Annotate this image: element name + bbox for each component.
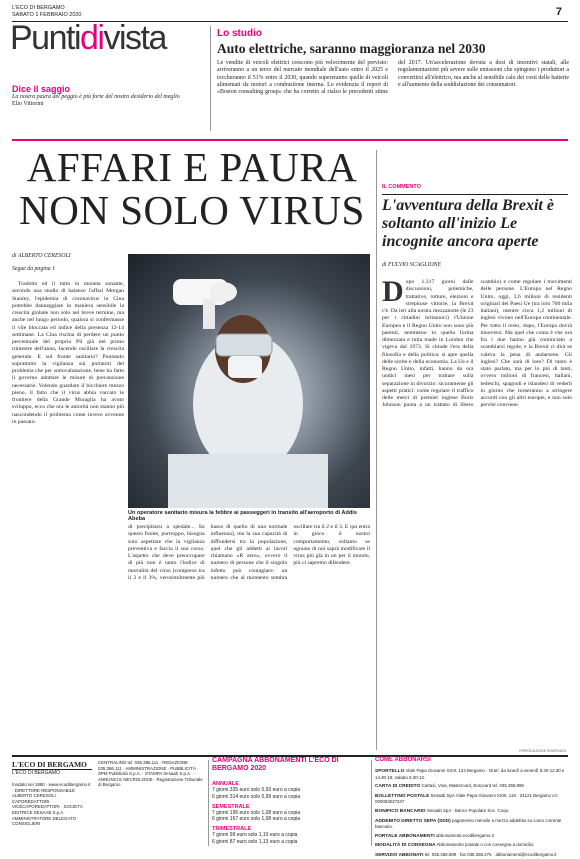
- footer-logo-sub: L'ECO DI BERGAMO: [12, 770, 60, 776]
- come-item-key: BOLLETTINO POSTALE: [375, 793, 430, 799]
- come-item-key: ADDEBITO DIRETTO SEPA (SDD): [375, 818, 451, 824]
- footer-logo: [12, 760, 92, 776]
- photo-caption: Un operatore sanitario misura la febbre ai passeggeri in transito all'aeroporto di Addis Abeba: [128, 510, 357, 522]
- come-item-value: Sesaab SpA Viale Papa Giovanni XXIII, 118 · 24121 Bergamo c/c 000003527247: [375, 792, 558, 805]
- campaign-box: [212, 757, 367, 846]
- campaign-trimestrale: TRIMESTRALE: [212, 826, 252, 833]
- photo-illustration-icon: [128, 254, 370, 508]
- come-item-value: pagamento mensile a mezzo addebito su conto corrente bancario.: [375, 817, 562, 830]
- commento-kicker: IL COMMENTO: [382, 184, 421, 190]
- come-item: [375, 833, 570, 840]
- footer-masthead: fondato nel 1880 · www.ecodibergamo.it · DIRETTORE RESPONSABILE ALBERTO CERESOLI · CAPOREDATTORI · VICECAPOREDATTORI · SOCIETÀ EDITRICE SESAAB S.p.A. · AMMINISTRATORE DELEGATO · CONSIGLIERI: [12, 782, 91, 827]
- commento-byline: di FULVIO SCAGLIONE: [382, 262, 442, 268]
- main-article-byline: di ALBERTO CERESOLI: [12, 253, 71, 259]
- main-article-title: [12, 146, 372, 232]
- come-items: [375, 768, 570, 859]
- come-item-key: MODALITÀ DI CONSEGNA: [375, 843, 436, 849]
- campaign-sem-7: 7 giorni 195 euro solo 1,08 euro a copia: [212, 809, 301, 816]
- commento-dropcap: D: [382, 275, 404, 308]
- campaign-annuale-6: 6 giorni 314 euro solo 0,99 euro a copia: [212, 793, 301, 800]
- campaign-trim-6: 6 giorni 87 euro solo 1,13 euro a copia: [212, 838, 298, 845]
- saggio-quote: La nostra paura del peggio è più forte del nostro desiderio del meglio: [12, 94, 180, 100]
- saggio-kicker: Dice il saggio: [12, 84, 71, 94]
- studio-divider: [210, 26, 211, 131]
- come-item: [375, 842, 570, 849]
- come-item: [375, 783, 570, 790]
- come-item-value: abbonamenti.ecodibergamo.it: [435, 832, 494, 838]
- footer-divider-2: [371, 760, 372, 846]
- campaign-trim-7: 7 giorni 99 euro solo 1,10 euro a copia: [212, 832, 298, 839]
- studio-kicker: Lo studio: [217, 28, 262, 39]
- campaign-title: CAMPAGNA ABBONAMENTI L'ECO DI BERGAMO 2020: [212, 757, 339, 772]
- title-line-2: NON SOLO VIRUS: [19, 187, 365, 233]
- paper-name: L'ECO DI BERGAMO: [12, 5, 65, 11]
- main-article-note: Segue da pagina 1: [12, 266, 55, 272]
- title-line-1: AFFARI E PAURA: [26, 144, 358, 190]
- come-item-key: CARTA DI CREDITO: [375, 784, 421, 790]
- come-item: [375, 793, 570, 805]
- come-item-value: Sesaab SpA · Banco Popolare Soc. Coop.: [426, 807, 510, 813]
- come-title: COME ABBONARSI: [375, 757, 431, 763]
- campaign-annuale-7: 7 giorni 335 euro solo 0,93 euro a copia: [212, 787, 301, 793]
- come-item-key: PORTALE ABBONAMENTI: [375, 833, 435, 839]
- footer-logo-name: L'ECO DI BERGAMO: [12, 760, 92, 770]
- come-item-value: Cartasì, Visa, Mastercard, Eurocard tel. 035.358.899: [421, 783, 524, 789]
- campaign-sem-6: 6 giorni 167 euro solo 1,08 euro a copia: [212, 816, 301, 823]
- main-article-col2: di precipitarsi a spedale... Su questo fronte, purtroppo, bisogna solo aspettare che la vigilanza preventiva e faccia il suo corso. L'aspetto che deve preoccupare di più non è tanto l'indice di mortalità del virus (compreso tra il 2 e il 3%, verosimilmente più basso di quello di una normale influenza), ma la sua capacità di diffondersi tra la popolazione, quel che gli addetti ai lavori chiamano «R zero», ovvero il numero di persone che il singolo infetto può contagiare: un numero che al momento sembra oscillare tra il 2 e il 3. E qui entra in gioco il nostro comportamento, soltanto se ognuno di noi saprà modificare il virus più già in un per il mondo, più ci sapremo difendere.: [128, 524, 370, 581]
- brand-part-2: di: [80, 19, 104, 57]
- brand-part-3: vista: [103, 19, 166, 57]
- commento-divider: [376, 150, 377, 750]
- campaign-annuale: ANNUALE: [212, 781, 239, 787]
- campaign-semestrale: SEMESTRALE: [212, 803, 250, 810]
- come-item-key: SPORTELLO: [375, 769, 405, 774]
- footer-divider-1: [208, 760, 209, 846]
- main-article-col1: [12, 281, 124, 741]
- commento-title: L'avventura della Brexit è soltanto all'inizio Le incognite ancora aperte: [382, 197, 554, 250]
- page-number: 7: [555, 6, 562, 18]
- commento-rule: [382, 194, 568, 195]
- come-item: [375, 768, 570, 780]
- come-item-value: Viale Papa Giovanni XXIII, 124 Bergamo · Orari: da lunedì a venerdì 8.30-12.30 e 14.30-18; sabato 8.30-12.: [375, 768, 565, 780]
- footer-info: CENTRALINO tel. 035.386.111 · REDAZIONE 035.386.111 · AMMINISTRAZIONE · PUBBLICITÀ · SPM Pubblicità S.p.A. · STAMPA Sesaab S.p.A. · ANNUNCI E NECROLOGIE · Registrazione Tribunale di Bergamo: [98, 760, 203, 788]
- come-item: [375, 852, 570, 859]
- come-item-key: SERVIZIO ABBONATI: [375, 852, 424, 858]
- saggio-author: Elio Vittorini: [12, 101, 44, 107]
- article-photo: [128, 254, 370, 508]
- commento-body: [382, 275, 572, 744]
- come-item-value: tel. 035.358.899 · fax 035.358.275 · abbonamenti@ecodibergamo.it: [424, 851, 557, 857]
- saggio-box: [12, 84, 212, 108]
- issue-date: SABATO 1 FEBBRAIO 2020: [12, 11, 82, 18]
- studio-body: Le vendite di veicoli elettrici crescono più velocemente del previsto: arriveranno a un terzo del mercato mondiale dell'auto entro il 2025 e toccheranno il 51% entro il 2030, quando supereranno quelle di veicoli alimentati da motori a combustione interna. Lo evidenzia il report di «Boston consulting group» che ha corretto al rialzo le precedenti stime del 2017. Un'accelerazione dovuta a dosi di incentivi statali, alle regolamentazioni più severe sulle emissioni che spingono i produttori a convertirsi all'elettrico, ma anche al sensibile calo dei costi delle batterie e all'aumento della soddisfazione dei consumatori.: [217, 60, 569, 96]
- brand-part-1: Punti: [10, 19, 80, 57]
- page-header: [12, 5, 82, 18]
- main-article-text: Tradotto ed il tutto in moneta sonante, secondo una studio di balance l'affari Morgan Stanley, l'epidemia di coronavirus in Cina potrebbe danneggiare in maniera sensibile la crescita globale non solo nel breve termine, ma anche nel lungo periodo, qualora si confermasse il vile bloccata ed indice della presenza 12-14 settimane. La Cina rischia di perdere un punto percentuale del proprio Pil già nel primo trimestre dell'anno, facendo oscillare la crescita generale. E sul fronte sanitario? Puntando soprattutto la vigilanza sui portatori del problema che per sottovalutazione, bene ha fatto il governo adottare le misure di precauzione necessarie. Volendo guardare il bicchiere mezzo pieno, il fatto che il virus abbia varcato le frontiere della Grande Muraglia ha avuto sviluppo, ecco che ora le autorità non stanno più nascondendo il problema come invece avvenne in passato.: [12, 281, 124, 425]
- come-item-value: Abbonamento postale o con consegna a domicilio.: [436, 842, 535, 848]
- come-item: [375, 808, 570, 815]
- section-rule: [12, 139, 568, 141]
- come-item-key: BONIFICO BANCARIO: [375, 808, 426, 814]
- studio-title: Auto elettriche, saranno maggioranza nel 2030: [217, 41, 486, 56]
- section-brand: [10, 19, 166, 58]
- commento-text: opo 1.317 giorni dalle discussioni, polemiche, trattative, rotture, elezioni e strepitose vittorie, la Brexit c'è. Da ieri alla nostra mezzanotte (le 23 per i cittadini britannici) l'Unione Europea e il Regno Unito non sono più parenti, nemmeno in quella forma dimezzata e tutta made in London che vigeva dal 1973. Si chiude l'era della filosofia e della politica: si apre quella delle scelte e della economia. La Ue e il Regno Unito, infatti, hanno da ora undici mesi per trattare sulla separazione in divorzio: sicuramente gli aspetti pratici: come regolare il traffico delle merci di premier inglese Boris Johnson punta a un trattato di libero scambio) e come regolare i movimenti delle persone. L'Europa nel Regno Unito, oggi, 3,6 milioni di residenti originari dei Paesi Ue (tra loro 700 mila italiani), mentre circa 1,2 milioni di inglesi vivono nell'Europa continentale. Per tutto il resto, dopo, l'Europa dovrà muoversi. Ma quel che conta è che ora fra i due hanno già cominciato a scambiarsi regole, e la Brexit ci dirà se valeva la pena di andarsene. Gli inglesi? Che sarà di loro? Di tanto è stato parlato, ma per lo più di tanti, ovvero milioni di francesi, italiani, tedeschi, spagnoli e islandesi di vederli in giorno che torneranno a stringere accordi con gli altri europei, e non solo perché conviene.: [382, 279, 572, 409]
- come-item: [375, 818, 570, 830]
- come-abbonarsi: [375, 757, 570, 858]
- commento-credit: RIPRODUZIONE RISERVATA: [519, 749, 566, 753]
